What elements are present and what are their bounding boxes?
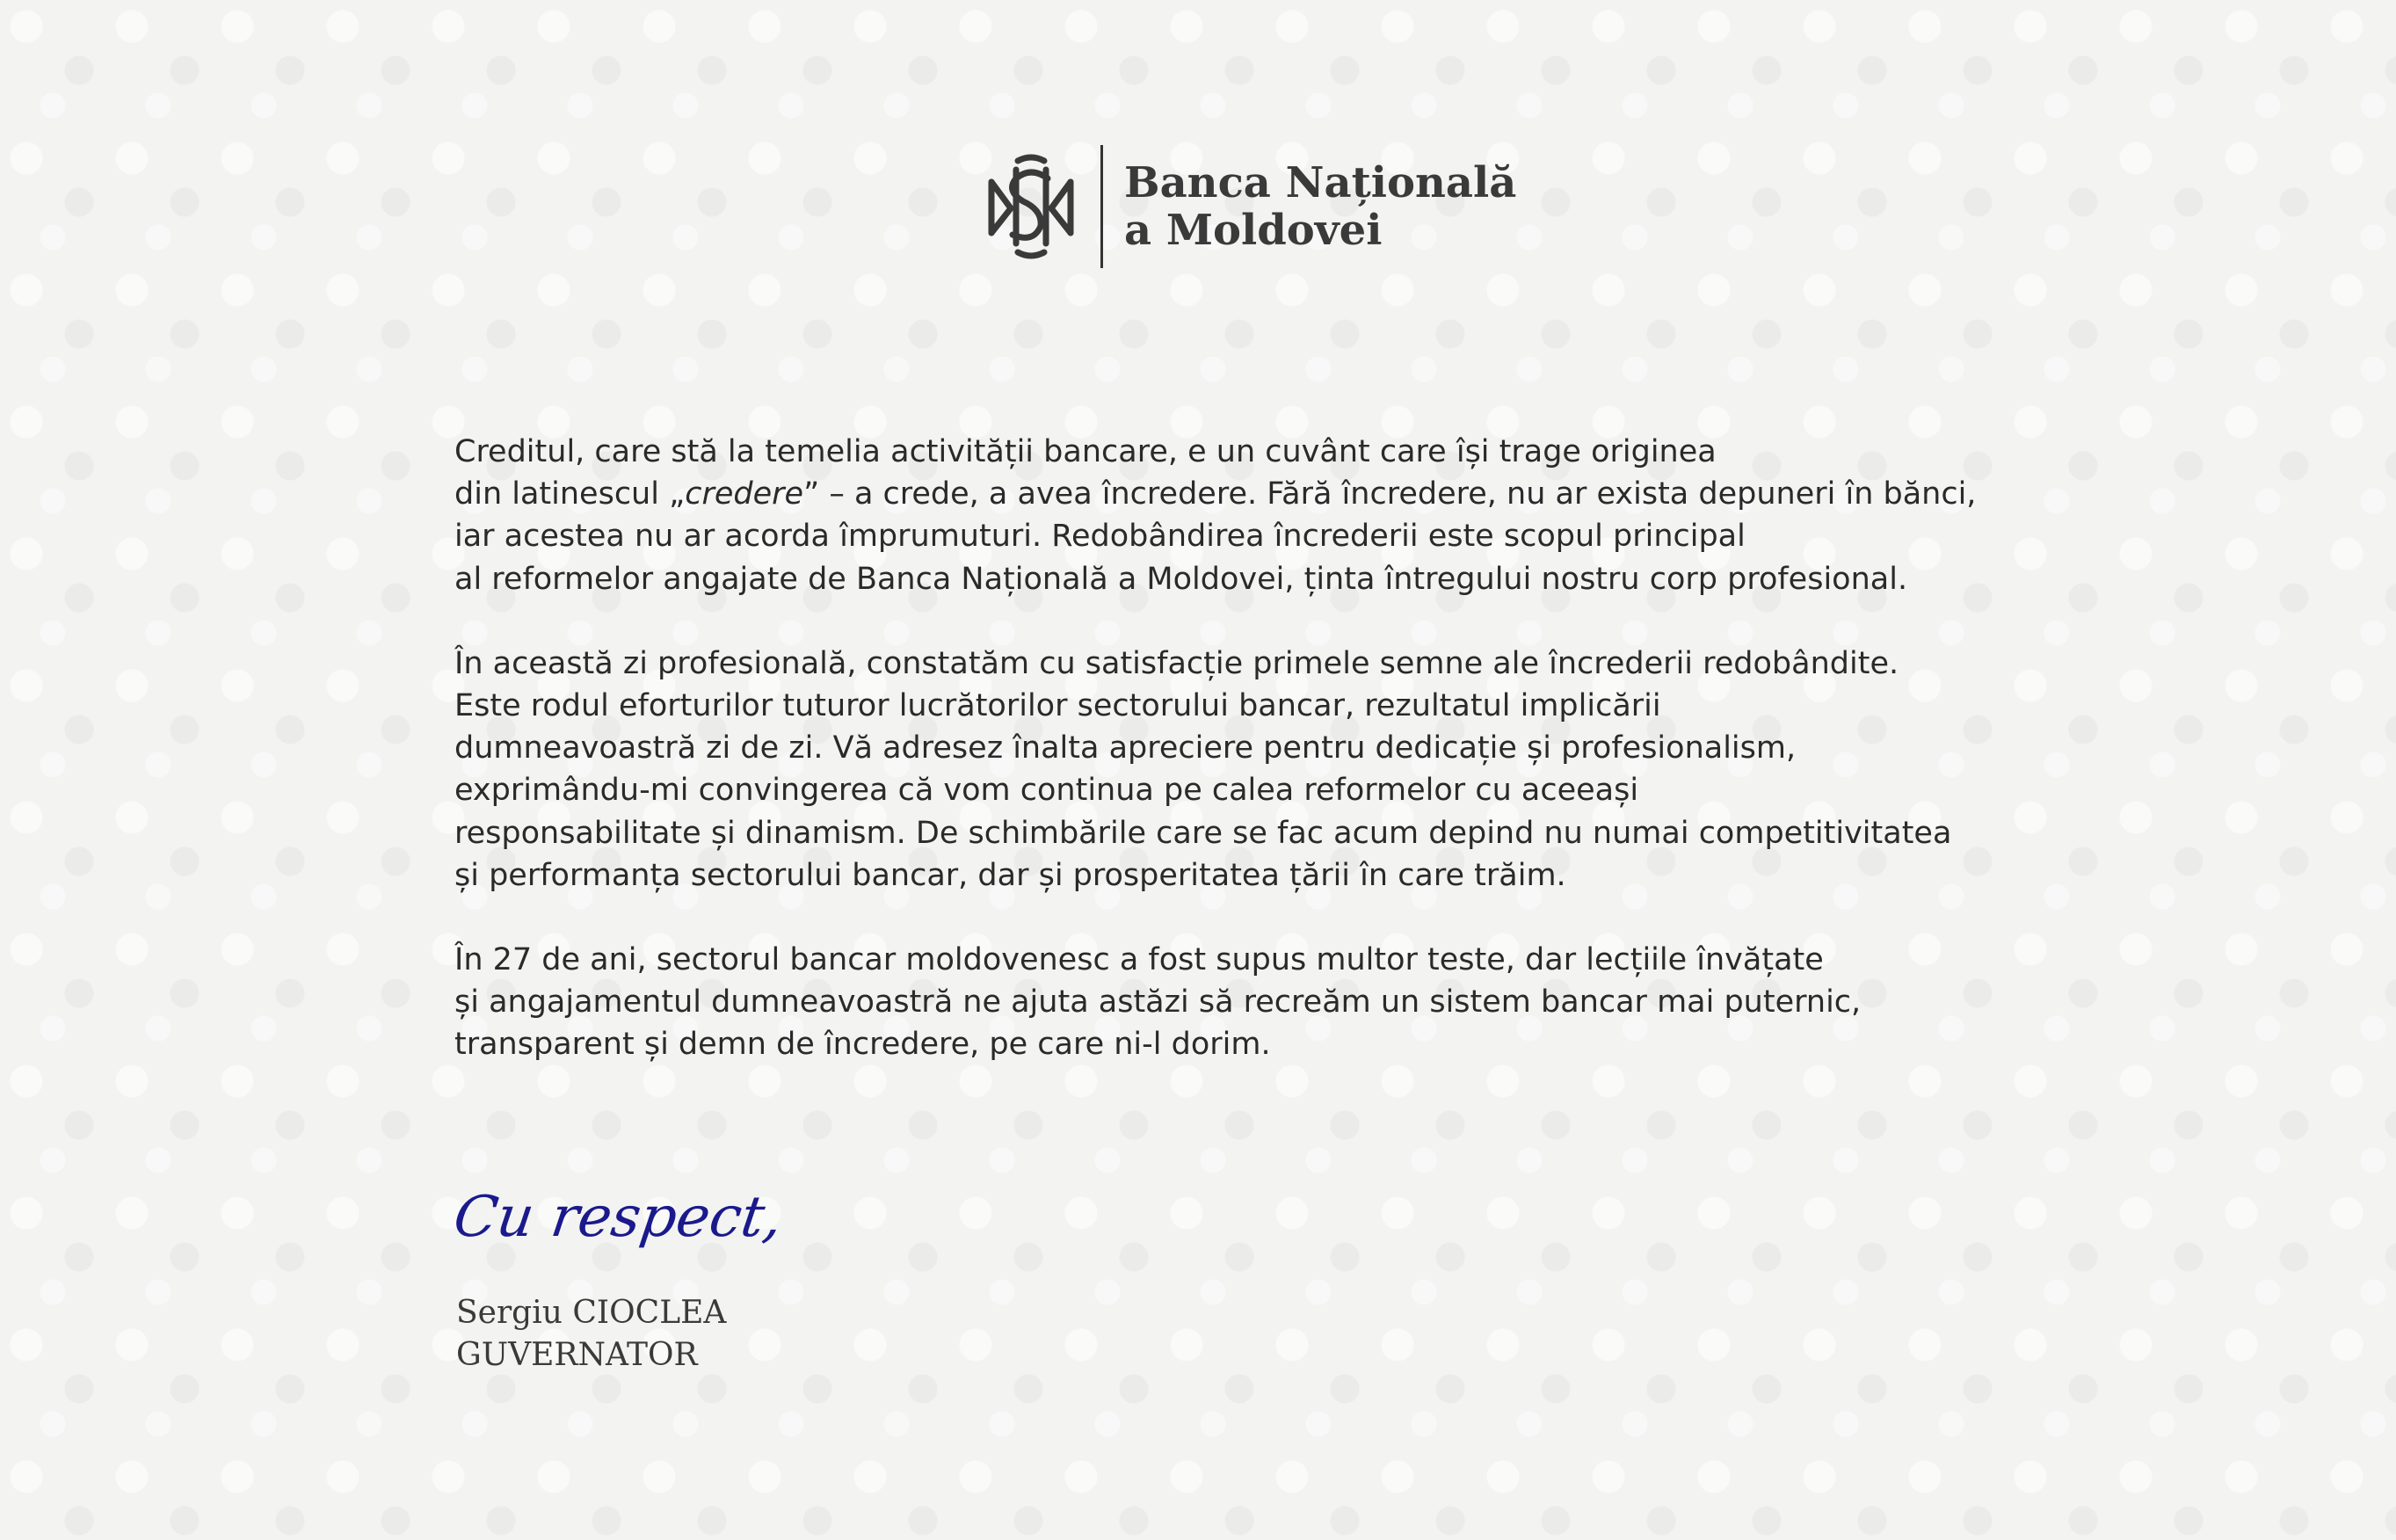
- paragraph-3-line-2: și angajamentul dumneavoastră ne ajuta astăzi să recreăm un sistem bancar mai puternic,: [454, 984, 1862, 1021]
- paragraph-1-line-3: iar acestea nu ar acorda împrumuturi. Redobândirea încrederii este scopul principal: [454, 519, 1746, 555]
- paragraph-3-line-3: transparent și demn de încredere, pe care ni-l dorim.: [454, 1027, 1271, 1063]
- paragraph-2-line-5: responsabilitate și dinamism. De schimbările care se fac acum depind nu numai competitivitatea: [454, 815, 1952, 851]
- paragraph-1-line-2-start: din latinescul „: [454, 476, 686, 512]
- paragraph-2-line-4: exprimându-mi convingerea că vom continua pe calea reformelor cu aceeași: [454, 773, 1639, 809]
- paragraph-2: [454, 643, 2124, 897]
- signature-block: [456, 1292, 726, 1377]
- bank-logo: [984, 144, 1516, 269]
- letter-body: [454, 431, 2124, 1108]
- paragraph-1: [454, 431, 2124, 600]
- paragraph-1-line-4: al reformelor angajate de Banca Națională a Moldovei, ținta întregului nostru corp profesional.: [454, 561, 1908, 597]
- paragraph-2-line-1: În această zi profesională, constatăm cu satisfacție primele semne ale încrederii redobândite.: [454, 645, 1899, 681]
- logo-divider: [1100, 145, 1103, 268]
- bnm-monogram-icon: [984, 152, 1078, 261]
- paragraph-2-line-3: dumneavoastră zi de zi. Vă adresez înalta apreciere pentru dedicație și profesionalism,: [454, 730, 1797, 766]
- latin-word-credere: credere: [685, 476, 804, 512]
- paragraph-2-line-2: Este rodul eforturilor tuturor lucrătorilor sectorului bancar, rezultatul implicării: [454, 688, 1661, 724]
- closing-salutation: Cu respect,: [449, 1185, 787, 1250]
- signatory-name: Sergiu CIOCLEA: [456, 1295, 727, 1331]
- paragraph-1-line-1: Creditul, care stă la temelia activității bancare, e un cuvânt care își trage originea: [454, 434, 1717, 469]
- paragraph-3-line-1: În 27 de ani, sectorul bancar moldovenesc a fost supus multor teste, dar lecțiile învățate: [454, 942, 1824, 978]
- paragraph-1-line-2: [454, 473, 2124, 515]
- bank-name-line1: Banca Națională: [1124, 158, 1517, 207]
- paragraph-1-line-2-end: ” – a crede, a avea încredere. Fără încredere, nu ar exista depuneri în bănci,: [803, 476, 1977, 512]
- bank-name-line2: a Moldovei: [1124, 206, 1383, 255]
- paragraph-3: [454, 939, 2124, 1066]
- signatory-title: GUVERNATOR: [456, 1337, 698, 1373]
- paragraph-2-line-6: și performanța sectorului bancar, dar și prosperitatea țării în care trăim.: [454, 857, 1566, 893]
- bank-name: [1124, 159, 1516, 254]
